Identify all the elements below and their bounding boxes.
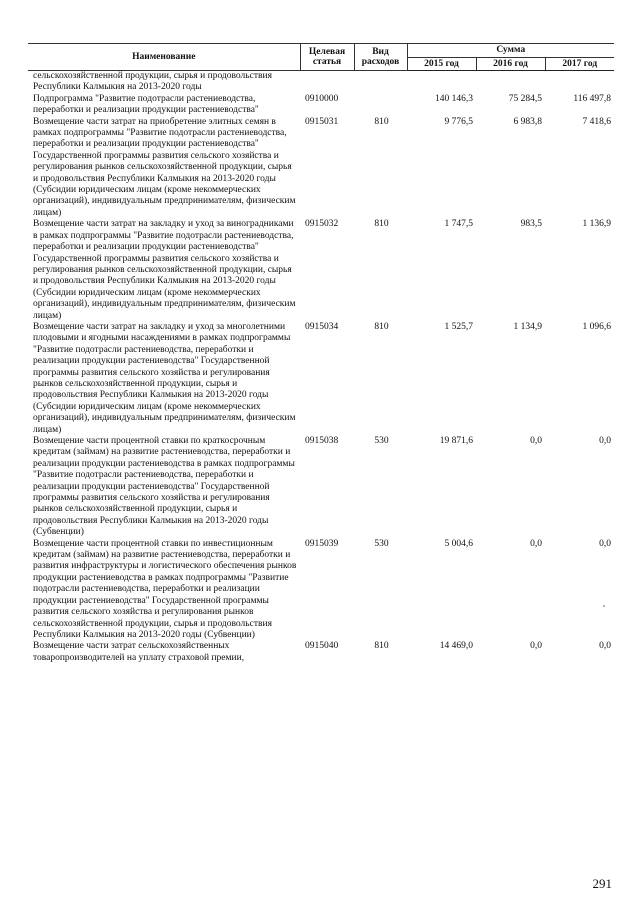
header-year-2016: 2016 год bbox=[476, 57, 545, 71]
row-article: 0915040 bbox=[305, 641, 339, 652]
table-row bbox=[28, 117, 614, 220]
row-2015: 1 747,5 bbox=[444, 219, 473, 230]
row-2015: 9 776,5 bbox=[444, 116, 473, 127]
row-name: Возмещение части затрат сельскохозяйственных товаропроизводителей на уплату страховой премии, bbox=[33, 641, 245, 663]
row-name: Возмещение части процентной ставки по краткосрочным кредитам (займам) на развитие растениеводства, переработки и реализации продукции растениеводства в рамках подпрограммы "Развитие подотрасли растениеводства, переработки и реализации продукции растениеводства" Государственной программы развития сельского хозяйства и регулирования рынков сельскохозяйственной продукции, сырья и продовольствия Республики Калмыкия на 2013-2020 годы (Субвенции) bbox=[33, 436, 295, 538]
row-name: Возмещение части затрат на закладку и уход за многолетними плодовыми и ягодными насаждениями в рамках подпрограммы "Развитие подотрасли растениеводства, переработки и реализации продукции растениеводства" Государственной программы развития сельского хозяйства и регулирования рынков сельскохозяйственной продукции, сырья и продовольствия Республики Калмыкия на 2013-2020 годы (Субсидии юридическим лицам (кроме некоммерческих организаций), индивидуальным предпринимателям, физическим лицам) bbox=[33, 321, 296, 435]
row-kind: 530 bbox=[374, 538, 389, 549]
row-2016 bbox=[476, 71, 545, 94]
row-kind: 810 bbox=[374, 321, 389, 332]
row-2016: 0,0 bbox=[530, 436, 542, 446]
row-2015: 19 871,6 bbox=[439, 436, 473, 446]
header-name: Наименование bbox=[28, 44, 300, 71]
table-body bbox=[28, 71, 614, 665]
row-kind: 530 bbox=[374, 436, 389, 446]
row-2017: 0,0 bbox=[599, 641, 612, 652]
scan-speck bbox=[603, 605, 605, 607]
row-2015: 5 004,6 bbox=[444, 538, 473, 549]
row-article: 0910000 bbox=[305, 93, 339, 104]
header-year-2017: 2017 год bbox=[545, 57, 614, 71]
row-2017: 7 418,6 bbox=[582, 116, 612, 127]
row-article bbox=[300, 71, 354, 94]
table-row bbox=[28, 94, 614, 117]
row-2016: 983,5 bbox=[520, 219, 542, 230]
row-2017: 1 136,9 bbox=[582, 219, 612, 230]
row-2017: 116 497,8 bbox=[573, 93, 612, 104]
row-article: 0915032 bbox=[305, 219, 339, 230]
row-article: 0915038 bbox=[305, 436, 339, 446]
row-2016: 0,0 bbox=[530, 538, 542, 549]
row-2016: 0,0 bbox=[530, 641, 542, 652]
table-row bbox=[28, 436, 614, 539]
row-kind: 810 bbox=[374, 219, 389, 230]
header-kind: Вид расходов bbox=[354, 44, 407, 71]
header-year-2015: 2015 год bbox=[407, 57, 476, 71]
row-name: Возмещение части затрат на закладку и уход за виноградниками в рамках подпрограммы "Развитие подотрасли растениеводства, переработки и реализации продукции растениеводства" Государственной программы развития сельского хозяйства и регулирования рынков сельскохозяйственной продукции, сырья и продовольствия Республики Калмыкия на 2013-2020 годы (Субсидии юридическим лицам (кроме некоммерческих организаций), индивидуальным предпринимателям, физическим лицам) bbox=[33, 219, 296, 321]
table-header bbox=[28, 44, 614, 71]
page-number: 291 bbox=[592, 876, 612, 891]
table-row bbox=[28, 641, 614, 664]
budget-table bbox=[28, 43, 614, 664]
row-2015: 1 525,7 bbox=[444, 321, 473, 332]
row-2015: 14 469,0 bbox=[439, 641, 473, 652]
row-2015 bbox=[407, 71, 476, 94]
row-kind bbox=[354, 94, 407, 117]
table-row bbox=[28, 322, 614, 436]
table-row bbox=[28, 71, 614, 94]
row-article: 0915034 bbox=[305, 321, 339, 332]
row-2016: 6 983,8 bbox=[513, 116, 542, 127]
row-name: Возмещение части затрат на приобретение элитных семян в рамках подпрограммы "Развитие подотрасли растениеводства, переработки и реализации продукции растениеводства" Государственной программы развития сельского хозяйства и регулирования рынков сельскохозяйственной продукции, сырья и продовольствия Республики Калмыкия на 2013-2020 годы (Субсидии юридическим лицам (кроме некоммерческих организаций), индивидуальным предпринимателям, физическим лицам) bbox=[33, 116, 296, 218]
row-2015: 140 146,3 bbox=[435, 93, 473, 104]
header-article: Целевая статья bbox=[300, 44, 354, 71]
row-name: сельскохозяйственной продукции, сырья и продовольствия Республики Калмыкия на 2013-2020 годы bbox=[33, 71, 272, 93]
row-2016: 1 134,9 bbox=[513, 321, 542, 332]
row-kind: 810 bbox=[374, 116, 389, 127]
row-kind bbox=[354, 71, 407, 94]
header-sum: Сумма bbox=[407, 44, 614, 58]
row-name: Подпрограмма "Развитие подотрасли растениеводства, переработки и реализации продукции растениеводства" bbox=[33, 93, 259, 116]
table-row bbox=[28, 539, 614, 642]
table-row bbox=[28, 219, 614, 322]
row-2017: 1 096,6 bbox=[582, 321, 612, 332]
row-article: 0915031 bbox=[305, 116, 339, 127]
row-2017: 0,0 bbox=[599, 436, 612, 446]
row-2017: 0,0 bbox=[599, 538, 612, 549]
row-2016: 75 284,5 bbox=[508, 93, 542, 104]
row-2017 bbox=[545, 71, 614, 94]
row-article: 0915039 bbox=[305, 538, 339, 549]
row-name: Возмещение части процентной ставки по инвестиционным кредитам (займам) на развитие растениеводства, переработки и развития инфраструктуры и логистического обеспечения рынков продукции растениеводства в рамках подпрограммы "Развитие подотрасли растениеводства, переработки и реализации продукции растениеводства" Государственной программы развития сельского хозяйства и регулирования рынков сельскохозяйственной продукции, сырья и продовольствия Республики Калмыкия на 2013-2020 годы (Субвенции) bbox=[33, 538, 297, 640]
row-kind: 810 bbox=[374, 641, 389, 652]
